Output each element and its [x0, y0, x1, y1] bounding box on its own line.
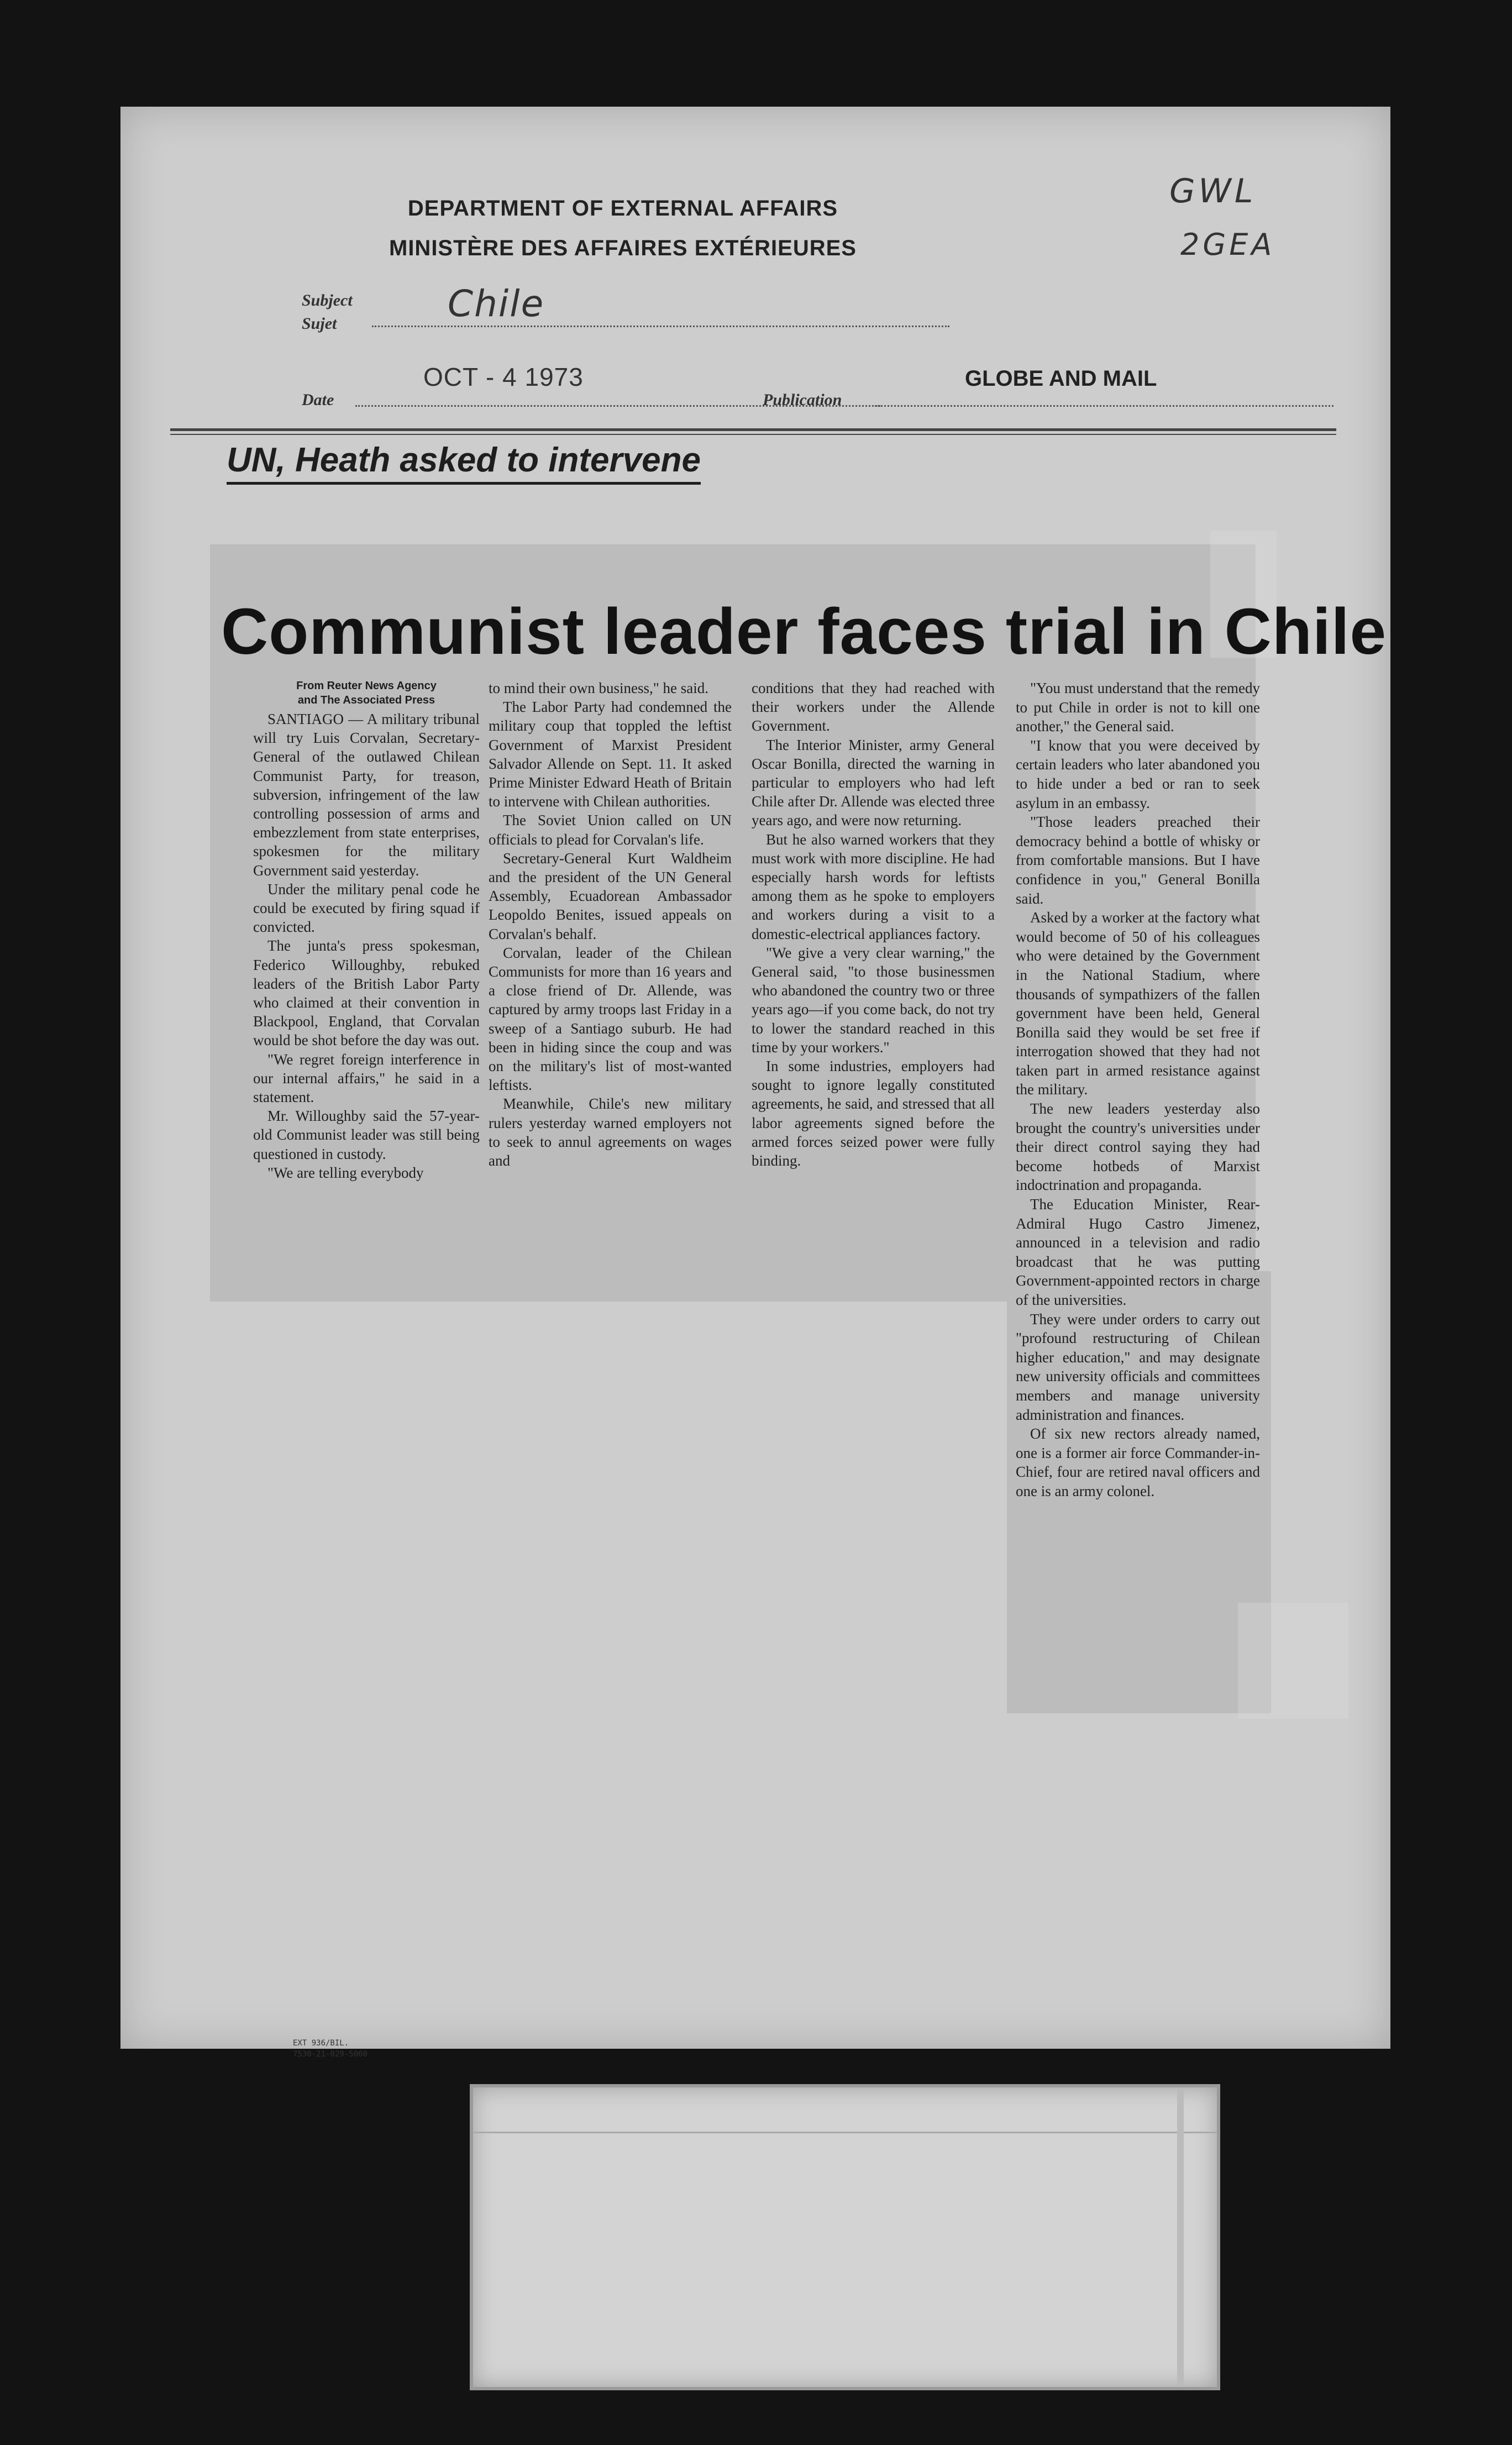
subject-label: Subject	[302, 291, 353, 309]
subject-handwritten-value: Chile	[448, 282, 545, 325]
paragraph: conditions that they had reached with their workers under the Allende Government.	[752, 680, 995, 734]
envelope-edge	[1177, 2087, 1184, 2387]
paragraph: Of six new rectors already named, one is a former air force Commander-in-Chief, four are retired naval officers and one is an army colonel.	[1016, 1425, 1260, 1499]
paragraph: to mind their own business," he said.	[489, 680, 708, 696]
article-column-4	[1016, 679, 1260, 1501]
department-name-french: MINISTÈRE DES AFFAIRES EXTÉRIEURES	[389, 236, 857, 260]
paragraph: Mr. Willoughby said the 57-year-old Communist leader was still being questioned in custody.	[253, 1108, 480, 1162]
form-number	[293, 2038, 368, 2060]
paragraph: "We regret foreign interference in our internal affairs," he said in a statement.	[253, 1051, 480, 1106]
header-rule-thick	[170, 428, 1336, 431]
paragraph: SANTIAGO — A military tribunal will try Luis Corvalan, Secretary-General of the outlawed Chilean Communist Party, for treason, subversion, infringement of the law controlling possession of arms and embezzlement from state enterprises, spokesmen for the military Government said yesterday.	[253, 711, 480, 879]
paragraph: "We are telling everybody	[267, 1164, 424, 1181]
department-name-english: DEPARTMENT OF EXTERNAL AFFAIRS	[407, 196, 838, 221]
form-number-line-1: EXT 936/BIL.	[293, 2039, 349, 2048]
publication-line	[875, 405, 1334, 407]
byline-line-1: From Reuter News Agency	[296, 680, 437, 692]
paragraph: Under the military penal code he could be executed by firing squad if convicted.	[253, 880, 480, 936]
article-column-2	[489, 679, 732, 1170]
article-column-1	[253, 679, 480, 1182]
handwritten-file-code: GWL	[1169, 172, 1257, 211]
paragraph: The Interior Minister, army General Oscar Bonilla, directed the warning in particular to employers who had left Chile after Dr. Allende was elected three years ago, and were now returning.	[752, 736, 995, 829]
paragraph: The Education Minister, Rear-Admiral Hugo Castro Jimenez, announced in a television and radio broadcast that he was putting Government-appointed rectors in charge of the universities.	[1016, 1196, 1260, 1308]
byline	[253, 679, 480, 707]
paragraph: "You must understand that the remedy to put Chile in order is not to kill one another," the General said.	[1016, 680, 1260, 735]
paragraph: The new leaders yesterday also brought the country's universities under their direct control saying they had become hotbeds of Marxist indoctrination and propaganda.	[1016, 1100, 1260, 1194]
article-headline: Communist leader faces trial in Chile	[221, 595, 1387, 668]
paragraph: "I know that you were deceived by certain leaders who later abandoned you to hide under a bed or ran to seek asylum in an embassy.	[1016, 737, 1260, 811]
date-label: Date	[302, 391, 334, 409]
envelope-fold-line	[473, 2132, 1217, 2133]
publication-name: GLOBE AND MAIL	[965, 366, 1157, 391]
article-kicker: UN, Heath asked to intervene	[227, 440, 701, 485]
paragraph: The Soviet Union called on UN officials to plead for Corvalan's life.	[489, 812, 732, 848]
handwritten-file-code-2: 2GEA	[1180, 227, 1275, 262]
byline-line-2: and The Associated Press	[297, 694, 435, 706]
filing-envelope-tab	[470, 2084, 1220, 2390]
paragraph: Asked by a worker at the factory what would become of 50 of his colleagues who were detained by the Government in the National Stadium, where thousands of sympathizers of the fallen government have been held, General Bonilla said they would be set free if interrogation showed that they had not taken part in armed resistance against the military.	[1016, 909, 1260, 1098]
paragraph: Secretary-General Kurt Waldheim and the president of the UN General Assembly, Ecuadorean Ambassador Leopoldo Benites, issued appeals on Corvalan's behalf.	[489, 849, 732, 942]
form-number-line-2: 7530-21-029-5060	[293, 2050, 368, 2059]
article-column-3	[752, 679, 995, 1170]
paragraph: They were under orders to carry out "profound restructuring of Chilean higher education," and may designate new university officials and committees members and manage university administration and finances.	[1016, 1310, 1260, 1423]
paragraph: "We give a very clear warning," the General said, "to those businessmen who abandoned the country two or three years ago—if you come back, do not try to lower the standard reached in this time by your workers."	[752, 944, 995, 1056]
paragraph: The junta's press spokesman, Federico Willoughby, rebuked leaders of the British Labor Party who claimed at their convention in Blackpool, England, that Corvalan would be shot before the day was out.	[253, 937, 480, 1049]
paragraph: The Labor Party had condemned the military coup that toppled the leftist Government of Marxist President Salvador Allende on Sept. 11. It asked Prime Minister Edward Heath of Britain to intervene with Chilean authorities.	[489, 699, 732, 810]
paragraph: Meanwhile, Chile's new military rulers yesterday warned employers not to seek to annul agreements on wages and	[489, 1095, 732, 1169]
publication-label: Publication	[763, 391, 842, 409]
tape-piece-bottom	[1238, 1603, 1348, 1719]
paragraph: Corvalan, leader of the Chilean Communists for more than 16 years and a close friend of Dr. Allende, was captured by army troops last Friday in a sweep of a Santiago suburb. He had been in hiding since the coup and was on the military's list of most-wanted leftists.	[489, 944, 732, 1094]
paragraph: But he also warned workers that they must work with more discipline. He had especially harsh words for leftists among them as he spoke to employers and workers during a visit to a domestic-electrical appliances factory.	[752, 831, 995, 942]
subject-line	[372, 326, 949, 327]
date-stamp: OCT - 4 1973	[423, 363, 584, 391]
subject-label-fr: Sujet	[302, 314, 337, 333]
header-rule-thin	[170, 434, 1336, 435]
paragraph: "Those leaders preached their democracy behind a bottle of whisky or from comfortable mansions. But I have confidence in you," General Bonilla said.	[1016, 814, 1260, 907]
paragraph: In some industries, employers had sought to ignore legally constituted agreements, he said, and stressed that all labor agreements signed before the armed forces seized power were fully binding.	[752, 1058, 995, 1169]
